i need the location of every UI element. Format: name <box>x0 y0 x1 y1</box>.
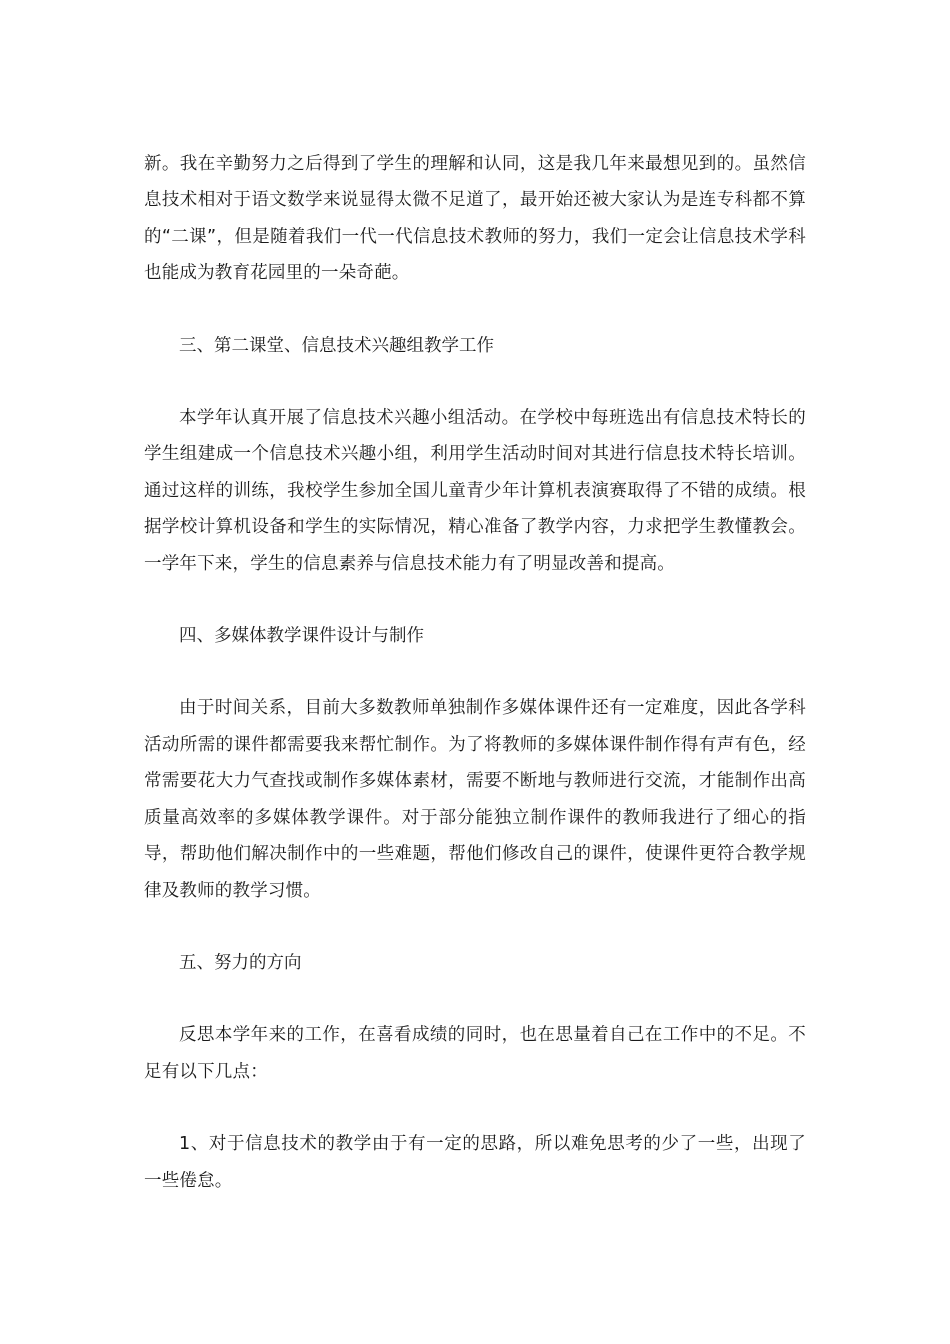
section-5-body: 反思本学年来的工作，在喜看成绩的同时，也在思量着自己在工作中的不足。不足有以下几点： <box>144 1025 806 1082</box>
section-4-body: 由于时间关系，目前大多数教师单独制作多媒体课件还有一定难度，因此各学科活动所需的课件都需要我来帮忙制作。为了将教师的多媒体课件制作得有声有色，经常需要花大力气查找或制作多媒体素材，需要不断地与教师进行交流，才能制作出高质量高效率的多媒体教学课件。对于部分能独立制作课件的教师我进行了细心的指导，帮助他们解决制作中的一些难题，帮他们修改自己的课件，使课件更符合教学规律及教师的教学习惯。 <box>144 698 806 901</box>
paragraph-continued: 新。我在辛勤努力之后得到了学生的理解和认同，这是我几年来最想见到的。虽然信息技术相对于语文数学来说显得太微不足道了，最开始还被大家认为是连专科都不算的“二课”，但是随着我们一代一代信息技术教师的努力，我们一定会让信息技术学科也能成为教育花园里的一朵奇葩。 <box>144 154 806 284</box>
spacer <box>144 364 806 400</box>
spacer <box>144 909 806 945</box>
section-heading-4: 四、多媒体教学课件设计与制作 <box>179 626 424 647</box>
spacer <box>144 1090 806 1126</box>
section-heading-5: 五、努力的方向 <box>179 952 302 973</box>
section-heading-3: 三、第二课堂、信息技术兴趣组教学工作 <box>179 335 494 356</box>
document-page <box>144 146 806 1199</box>
spacer <box>144 654 806 690</box>
spacer <box>144 582 806 618</box>
spacer <box>144 292 806 328</box>
list-item-1: 1、对于信息技术的教学由于有一定的思路，所以难免思考的少了一些，出现了一些倦怠。 <box>144 1134 806 1191</box>
spacer <box>144 981 806 1017</box>
section-3-body: 本学年认真开展了信息技术兴趣小组活动。在学校中每班选出有信息技术特长的学生组建成一个信息技术兴趣小组，利用学生活动时间对其进行信息技术特长培训。通过这样的训练，我校学生参加全国儿童青少年计算机表演赛取得了不错的成绩。根据学校计算机设备和学生的实际情况，精心准备了教学内容，力求把学生教懂教会。一学年下来，学生的信息素养与信息技术能力有了明显改善和提高。 <box>144 408 806 574</box>
